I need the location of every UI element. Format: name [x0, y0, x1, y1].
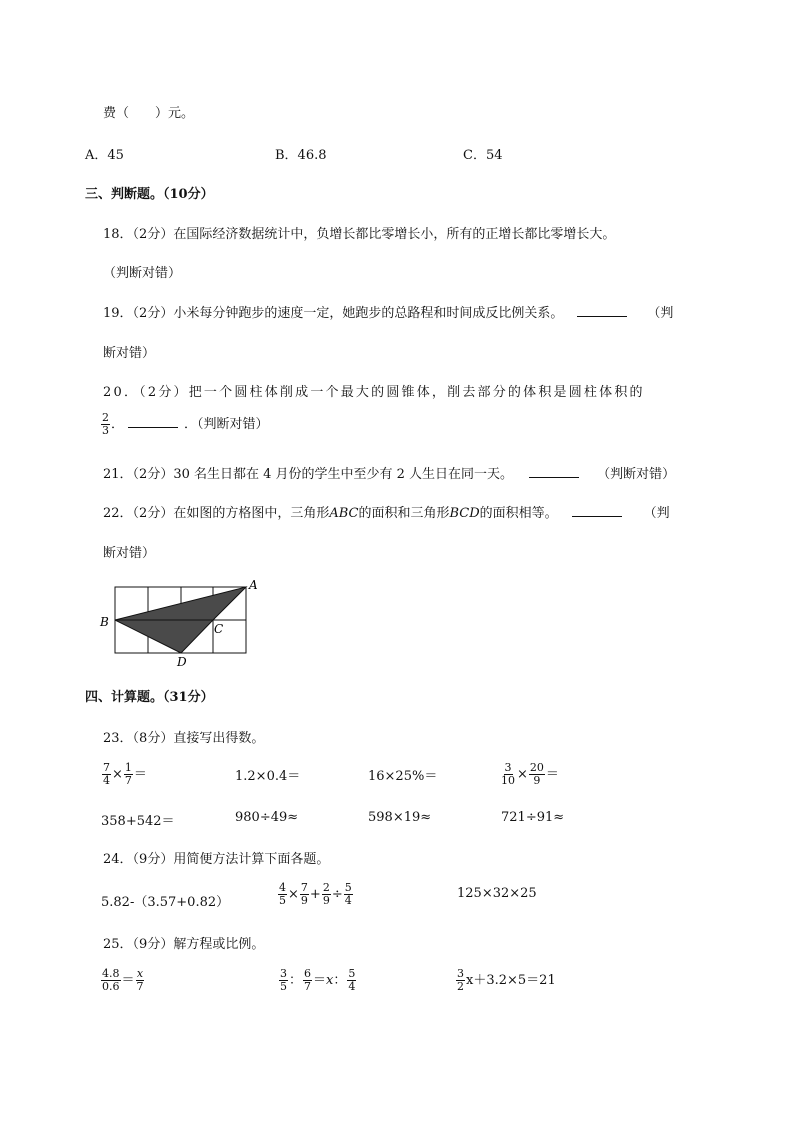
q20-judge: ．（判断对错）	[184, 417, 269, 432]
q19-judge: （判	[647, 306, 674, 321]
option-b[interactable]: B．46.8	[275, 148, 327, 163]
point-c-label: C	[214, 622, 224, 636]
q21-judge: （判断对错）	[597, 467, 676, 482]
q18-text: 18．（2分）在国际经济数据统计中，负增长都比零增长小，所有的正增长都比零增长大。	[103, 227, 616, 242]
q25-expr-3: $\frac{3}{2}$ x＋3.2×5＝21	[457, 967, 556, 993]
q23-expr-5: 358+542＝	[101, 814, 175, 829]
q21-line	[103, 463, 675, 482]
q24-expr-2: $\frac{4}{5}$ × $\frac{7}{9}$ + $\frac{2}{9}$ ÷ $\frac{5}{4}$	[279, 881, 352, 907]
q19-answer-blank[interactable]	[577, 303, 627, 317]
q25-expr-1: $\frac{4.8}{0.6}$ ＝ $\frac{x}{7}$	[102, 967, 144, 993]
section-4-heading: 四、计算题。（31分）	[85, 690, 214, 705]
q22-text-c: 的面积相等。	[479, 506, 558, 521]
q23-expr-4: $\frac{3}{10}$ × $\frac{20}{9}$ ＝	[501, 761, 559, 787]
q23-expr-7: 598×19≈	[368, 810, 432, 825]
point-b-label: B	[100, 615, 109, 629]
q19-judge-tail: 断对错）	[103, 346, 156, 361]
q25-title: 25．（9分）解方程或比例。	[103, 937, 265, 952]
q22-answer-blank[interactable]	[572, 503, 622, 517]
grid-triangle-figure	[96, 574, 266, 670]
q23-title: 23．（8分）直接写出得数。	[103, 731, 265, 746]
option-c[interactable]: C．54	[463, 148, 503, 163]
q22-judge: （判	[643, 506, 670, 521]
q23-expr-8: 721÷91≈	[501, 810, 565, 825]
point-d-label: D	[177, 655, 187, 669]
q22-line	[103, 502, 670, 521]
q22-judge-tail: 断对错）	[103, 546, 156, 561]
q25-expr-2: $\frac{3}{5}$ ： $\frac{6}{7}$ ＝x： $\frac{5}{4}$	[280, 967, 356, 993]
q20-line2: $\frac{2}{3}$ ． ．（判断对错）	[102, 411, 269, 437]
q23-expr-1: $\frac{7}{4}$ × $\frac{1}{7}$ ＝	[103, 761, 147, 787]
q20-fraction: $\frac{2}{3}$	[102, 411, 109, 437]
q18-judge: （判断对错）	[103, 266, 182, 281]
q21-text: 21．（2分）30 名生日都在 4 月份的学生中至少有 2 人生日在同一天。	[103, 467, 514, 482]
q20-answer-blank[interactable]	[128, 414, 178, 428]
q21-answer-blank[interactable]	[529, 464, 579, 478]
q22-bcd: BCD	[449, 506, 480, 521]
q22-text-a: 22．（2分）在如图的方格图中，三角形	[103, 506, 330, 521]
q20-text: 20．（2分）把一个圆柱体削成一个最大的圆锥体，削去部分的体积是圆柱体积的	[103, 385, 645, 400]
q19-line	[103, 302, 673, 321]
q17-tail: 费（ ）元。	[103, 106, 195, 121]
q23-expr-6: 980÷49≈	[235, 810, 299, 825]
q24-expr-1: 5.82-（3.57+0.82）	[101, 895, 230, 910]
q22-text-b: 的面积和三角形	[358, 506, 450, 521]
q19-text: 19．（2分）小米每分钟跑步的速度一定，她跑步的总路程和时间成反比例关系。	[103, 306, 564, 321]
q22-abc: ABC	[329, 506, 359, 521]
q23-expr-2: 1.2×0.4＝	[235, 769, 301, 784]
section-3-heading: 三、判断题。（10分）	[85, 187, 214, 202]
option-a[interactable]: A．45	[85, 148, 124, 163]
q24-expr-3: 125×32×25	[457, 886, 537, 901]
q23-expr-3: 16×25%＝	[368, 769, 438, 784]
triangle-bcd	[115, 620, 213, 653]
point-a-label: A	[249, 578, 258, 592]
q24-title: 24．（9分）用简便方法计算下面各题。	[103, 852, 330, 867]
